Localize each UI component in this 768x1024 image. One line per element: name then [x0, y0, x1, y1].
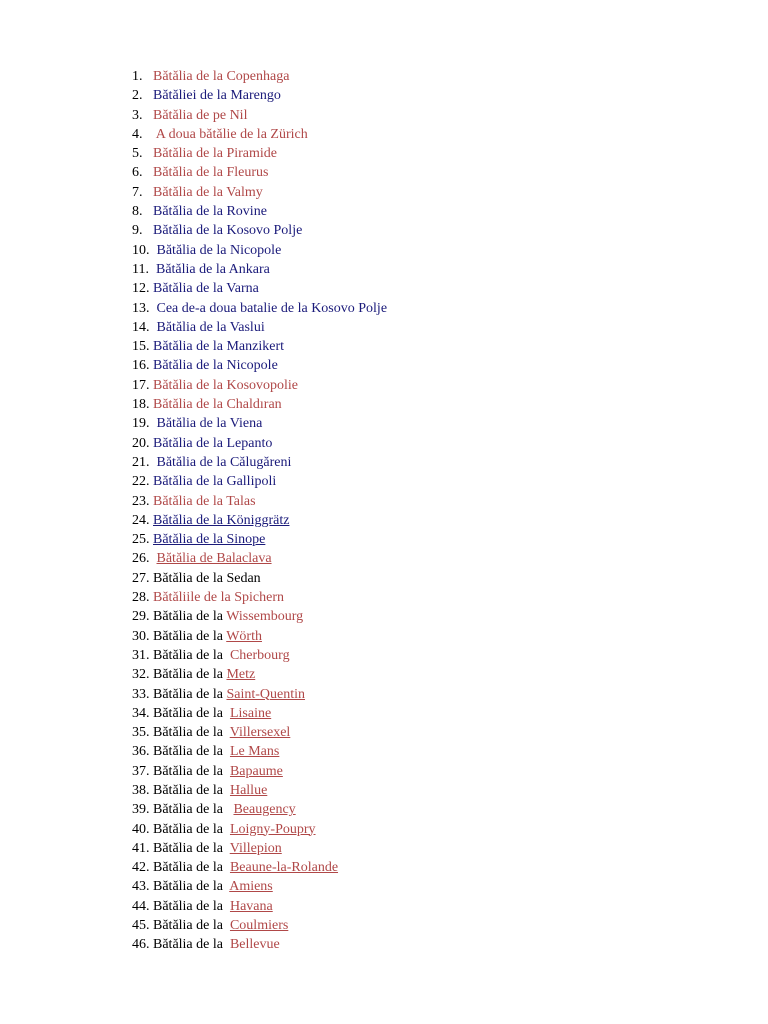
list-item	[132, 858, 387, 877]
list-item	[132, 492, 387, 511]
battle-name: Bătălia de la Viena	[156, 416, 263, 432]
list-item-number: 11.	[132, 261, 149, 277]
battle-link[interactable]: Le Mans	[229, 744, 280, 760]
battle-link[interactable]: Coulmiers	[229, 918, 289, 934]
list-item-number: 20.	[132, 435, 150, 451]
list-item	[132, 646, 387, 665]
battle-name: Bătăliile de la Spichern	[153, 590, 285, 606]
list-item-spacer	[150, 455, 157, 470]
list-item	[132, 897, 387, 916]
list-item-number: 4.	[132, 126, 143, 142]
list-item-lead: Bătălia de la	[153, 898, 230, 914]
list-item-lead: Bătălia de la	[153, 609, 227, 625]
battle-link[interactable]: Havana	[229, 898, 273, 914]
list-item	[132, 627, 387, 646]
list-item	[132, 742, 387, 761]
list-item-number: 8.	[132, 204, 143, 220]
list-item-lead: Bătălia de la	[153, 840, 230, 856]
list-item-lead: Bătălia de la	[153, 782, 230, 798]
list-item-spacer	[150, 243, 157, 258]
list-item-number: 34.	[132, 705, 150, 721]
battle-link[interactable]: Lisaine	[229, 705, 272, 721]
battle-name: Bătălia de la Varna	[153, 281, 259, 297]
list-item	[132, 376, 387, 395]
list-item-lead: Bătălia de la	[153, 667, 227, 683]
list-item-lead: Bătălia de la	[153, 744, 230, 760]
list-item	[132, 453, 387, 472]
list-item	[132, 67, 387, 86]
list-item-spacer	[149, 262, 156, 277]
battle-link[interactable]: Villepion	[229, 840, 282, 856]
list-item-number: 21.	[132, 454, 150, 470]
list-item-number: 7.	[132, 184, 143, 200]
battle-name: Bătălia de la Talas	[153, 493, 256, 509]
list-item-lead: Bătălia de la	[153, 821, 230, 837]
list-item	[132, 607, 387, 626]
list-item-number: 46.	[132, 937, 150, 953]
list-item-number: 32.	[132, 667, 150, 683]
battle-link[interactable]: Beaugency	[233, 802, 296, 818]
list-item-lead: Bătălia de la	[153, 802, 234, 818]
list-item	[132, 820, 387, 839]
battle-name: Bătălia de la Kosovopolie	[153, 377, 299, 393]
list-item-spacer	[143, 108, 154, 123]
list-item-number: 19.	[132, 416, 150, 432]
list-item-number: 45.	[132, 918, 150, 934]
battle-name: Bătălia de la Gallipoli	[153, 474, 277, 490]
list-item-number: 33.	[132, 686, 150, 702]
list-item-lead: Bătălia de la	[153, 628, 227, 644]
list-item-number: 17.	[132, 377, 150, 393]
list-item	[132, 916, 387, 935]
list-item-number: 39.	[132, 802, 150, 818]
battle-name: Bătălia de la Vaslui	[156, 319, 265, 335]
list-item	[132, 241, 387, 260]
battle-name: A doua bătălie de la Zürich	[155, 126, 308, 142]
list-item-number: 22.	[132, 474, 150, 490]
list-item	[132, 125, 387, 144]
list-item	[132, 704, 387, 723]
list-item-number: 38.	[132, 782, 150, 798]
list-item-number: 37.	[132, 763, 150, 779]
battle-name: Bătălia de la Ankara	[155, 261, 270, 277]
list-item-spacer	[143, 165, 154, 180]
list-item-number: 5.	[132, 146, 143, 162]
list-item	[132, 434, 387, 453]
list-item-lead: Bătălia de la Sedan	[153, 570, 261, 586]
list-item-number: 6.	[132, 165, 143, 181]
list-item-number: 13.	[132, 300, 150, 316]
list-item-number: 31.	[132, 647, 150, 663]
list-item	[132, 260, 387, 279]
list-item	[132, 86, 387, 105]
list-item-number: 9.	[132, 223, 143, 239]
list-item	[132, 356, 387, 375]
list-item-number: 28.	[132, 590, 150, 606]
list-item-spacer	[150, 301, 157, 316]
battle-name: Bătălia de la Nicopole	[156, 242, 282, 258]
list-item-number: 23.	[132, 493, 150, 509]
list-item-spacer	[143, 88, 154, 103]
battle-link[interactable]: Bătălia de Balaclava	[156, 551, 272, 567]
battle-link[interactable]: Bătălia de la Sinope	[153, 532, 266, 548]
list-item-spacer	[143, 146, 154, 161]
list-item	[132, 665, 387, 684]
battle-link[interactable]: Hallue	[229, 782, 268, 798]
list-item-number: 42.	[132, 860, 150, 876]
list-item	[132, 106, 387, 125]
list-item-lead: Bătălia de la	[153, 647, 230, 663]
list-item-lead: Bătălia de la	[153, 918, 230, 934]
list-item-number: 43.	[132, 879, 150, 895]
battle-link[interactable]: Metz	[226, 667, 256, 683]
list-item-spacer	[143, 223, 154, 238]
battle-name: Bătălia de la Copenhaga	[153, 69, 290, 84]
battle-name: Bătălia de la Călugăreni	[156, 454, 292, 470]
battle-link[interactable]: Villersexel	[229, 725, 291, 741]
list-item	[132, 163, 387, 182]
list-item-number: 14.	[132, 319, 150, 335]
list-item-number: 15.	[132, 339, 150, 355]
list-item	[132, 935, 387, 954]
battle-name: Bătălia de la Manzikert	[153, 339, 284, 355]
battle-name: Wissembourg	[226, 609, 304, 625]
list-item	[132, 395, 387, 414]
list-item	[132, 144, 387, 163]
list-item	[132, 511, 387, 530]
list-item-lead: Bătălia de la	[153, 937, 230, 953]
list-item	[132, 183, 387, 202]
battle-link[interactable]: Loigny-Poupry	[229, 821, 316, 837]
list-item	[132, 221, 387, 240]
battle-link[interactable]: Saint-Quentin	[226, 686, 306, 702]
list-item	[132, 202, 387, 221]
list-item-spacer	[150, 551, 157, 566]
list-item	[132, 877, 387, 896]
list-item	[132, 299, 387, 318]
list-item-spacer	[143, 69, 154, 84]
list-item-lead: Bătălia de la	[153, 686, 227, 702]
list-item	[132, 472, 387, 491]
battle-name: Bătălia de la Nicopole	[153, 358, 278, 374]
battle-list	[132, 67, 387, 955]
list-item	[132, 762, 387, 781]
list-item-number: 1.	[132, 69, 143, 84]
list-item-number: 3.	[132, 107, 143, 123]
list-item	[132, 781, 387, 800]
list-item-spacer	[150, 416, 157, 431]
list-item-number: 40.	[132, 821, 150, 837]
list-item-number: 10.	[132, 242, 150, 258]
list-item-number: 27.	[132, 570, 150, 586]
list-item-lead: Bătălia de la	[153, 705, 230, 721]
battle-name: Cea de-a doua batalie de la Kosovo Polje	[156, 300, 388, 316]
list-item	[132, 549, 387, 568]
list-item-number: 26.	[132, 551, 150, 567]
list-item	[132, 723, 387, 742]
list-item	[132, 337, 387, 356]
list-item	[132, 318, 387, 337]
list-item-number: 18.	[132, 397, 150, 413]
battle-name: Bellevue	[229, 937, 280, 953]
battle-name: Bătălia de la Piramide	[153, 146, 278, 162]
battle-name: Bătălia de pe Nil	[153, 107, 248, 123]
list-item	[132, 414, 387, 433]
battle-link[interactable]: Bătălia de la Königgrätz	[153, 512, 290, 528]
list-item	[132, 685, 387, 704]
list-item-spacer	[143, 204, 154, 219]
battle-name: Bătăliei de la Marengo	[153, 88, 281, 104]
battle-link[interactable]: Beaune-la-Rolande	[229, 860, 339, 876]
list-item	[132, 800, 387, 819]
list-item-number: 29.	[132, 609, 150, 625]
battle-link[interactable]: Amiens	[229, 879, 273, 895]
list-item-number: 35.	[132, 725, 150, 741]
battle-name: Bătălia de la Kosovo Polje	[153, 223, 303, 239]
battle-name: Bătălia de la Fleurus	[153, 165, 269, 181]
list-item-number: 25.	[132, 532, 150, 548]
list-item-number: 41.	[132, 840, 150, 856]
list-item	[132, 839, 387, 858]
list-item-number: 30.	[132, 628, 150, 644]
list-item	[132, 279, 387, 298]
list-item-number: 2.	[132, 88, 143, 104]
battle-name: Bătălia de la Valmy	[153, 184, 263, 200]
battle-link[interactable]: Wörth	[226, 628, 262, 644]
battle-link[interactable]: Bapaume	[229, 763, 283, 779]
list-item-spacer	[143, 185, 154, 200]
list-item	[132, 588, 387, 607]
list-item-number: 24.	[132, 512, 150, 528]
list-item-lead: Bătălia de la	[153, 879, 230, 895]
battle-name: Bătălia de la Chaldıran	[153, 397, 282, 413]
list-item-spacer	[143, 127, 156, 142]
battle-name: Bătălia de la Lepanto	[153, 435, 273, 451]
list-item	[132, 530, 387, 549]
list-item-lead: Bătălia de la	[153, 725, 230, 741]
list-item-lead: Bătălia de la	[153, 860, 230, 876]
list-item-number: 36.	[132, 744, 150, 760]
battle-name: Bătălia de la Rovine	[153, 204, 267, 220]
list-item	[132, 569, 387, 588]
list-item-number: 16.	[132, 358, 150, 374]
list-item-number: 12.	[132, 281, 150, 297]
list-item-spacer	[150, 320, 157, 335]
battle-name: Cherbourg	[229, 647, 290, 663]
list-item-number: 44.	[132, 898, 150, 914]
list-item-lead: Bătălia de la	[153, 763, 230, 779]
